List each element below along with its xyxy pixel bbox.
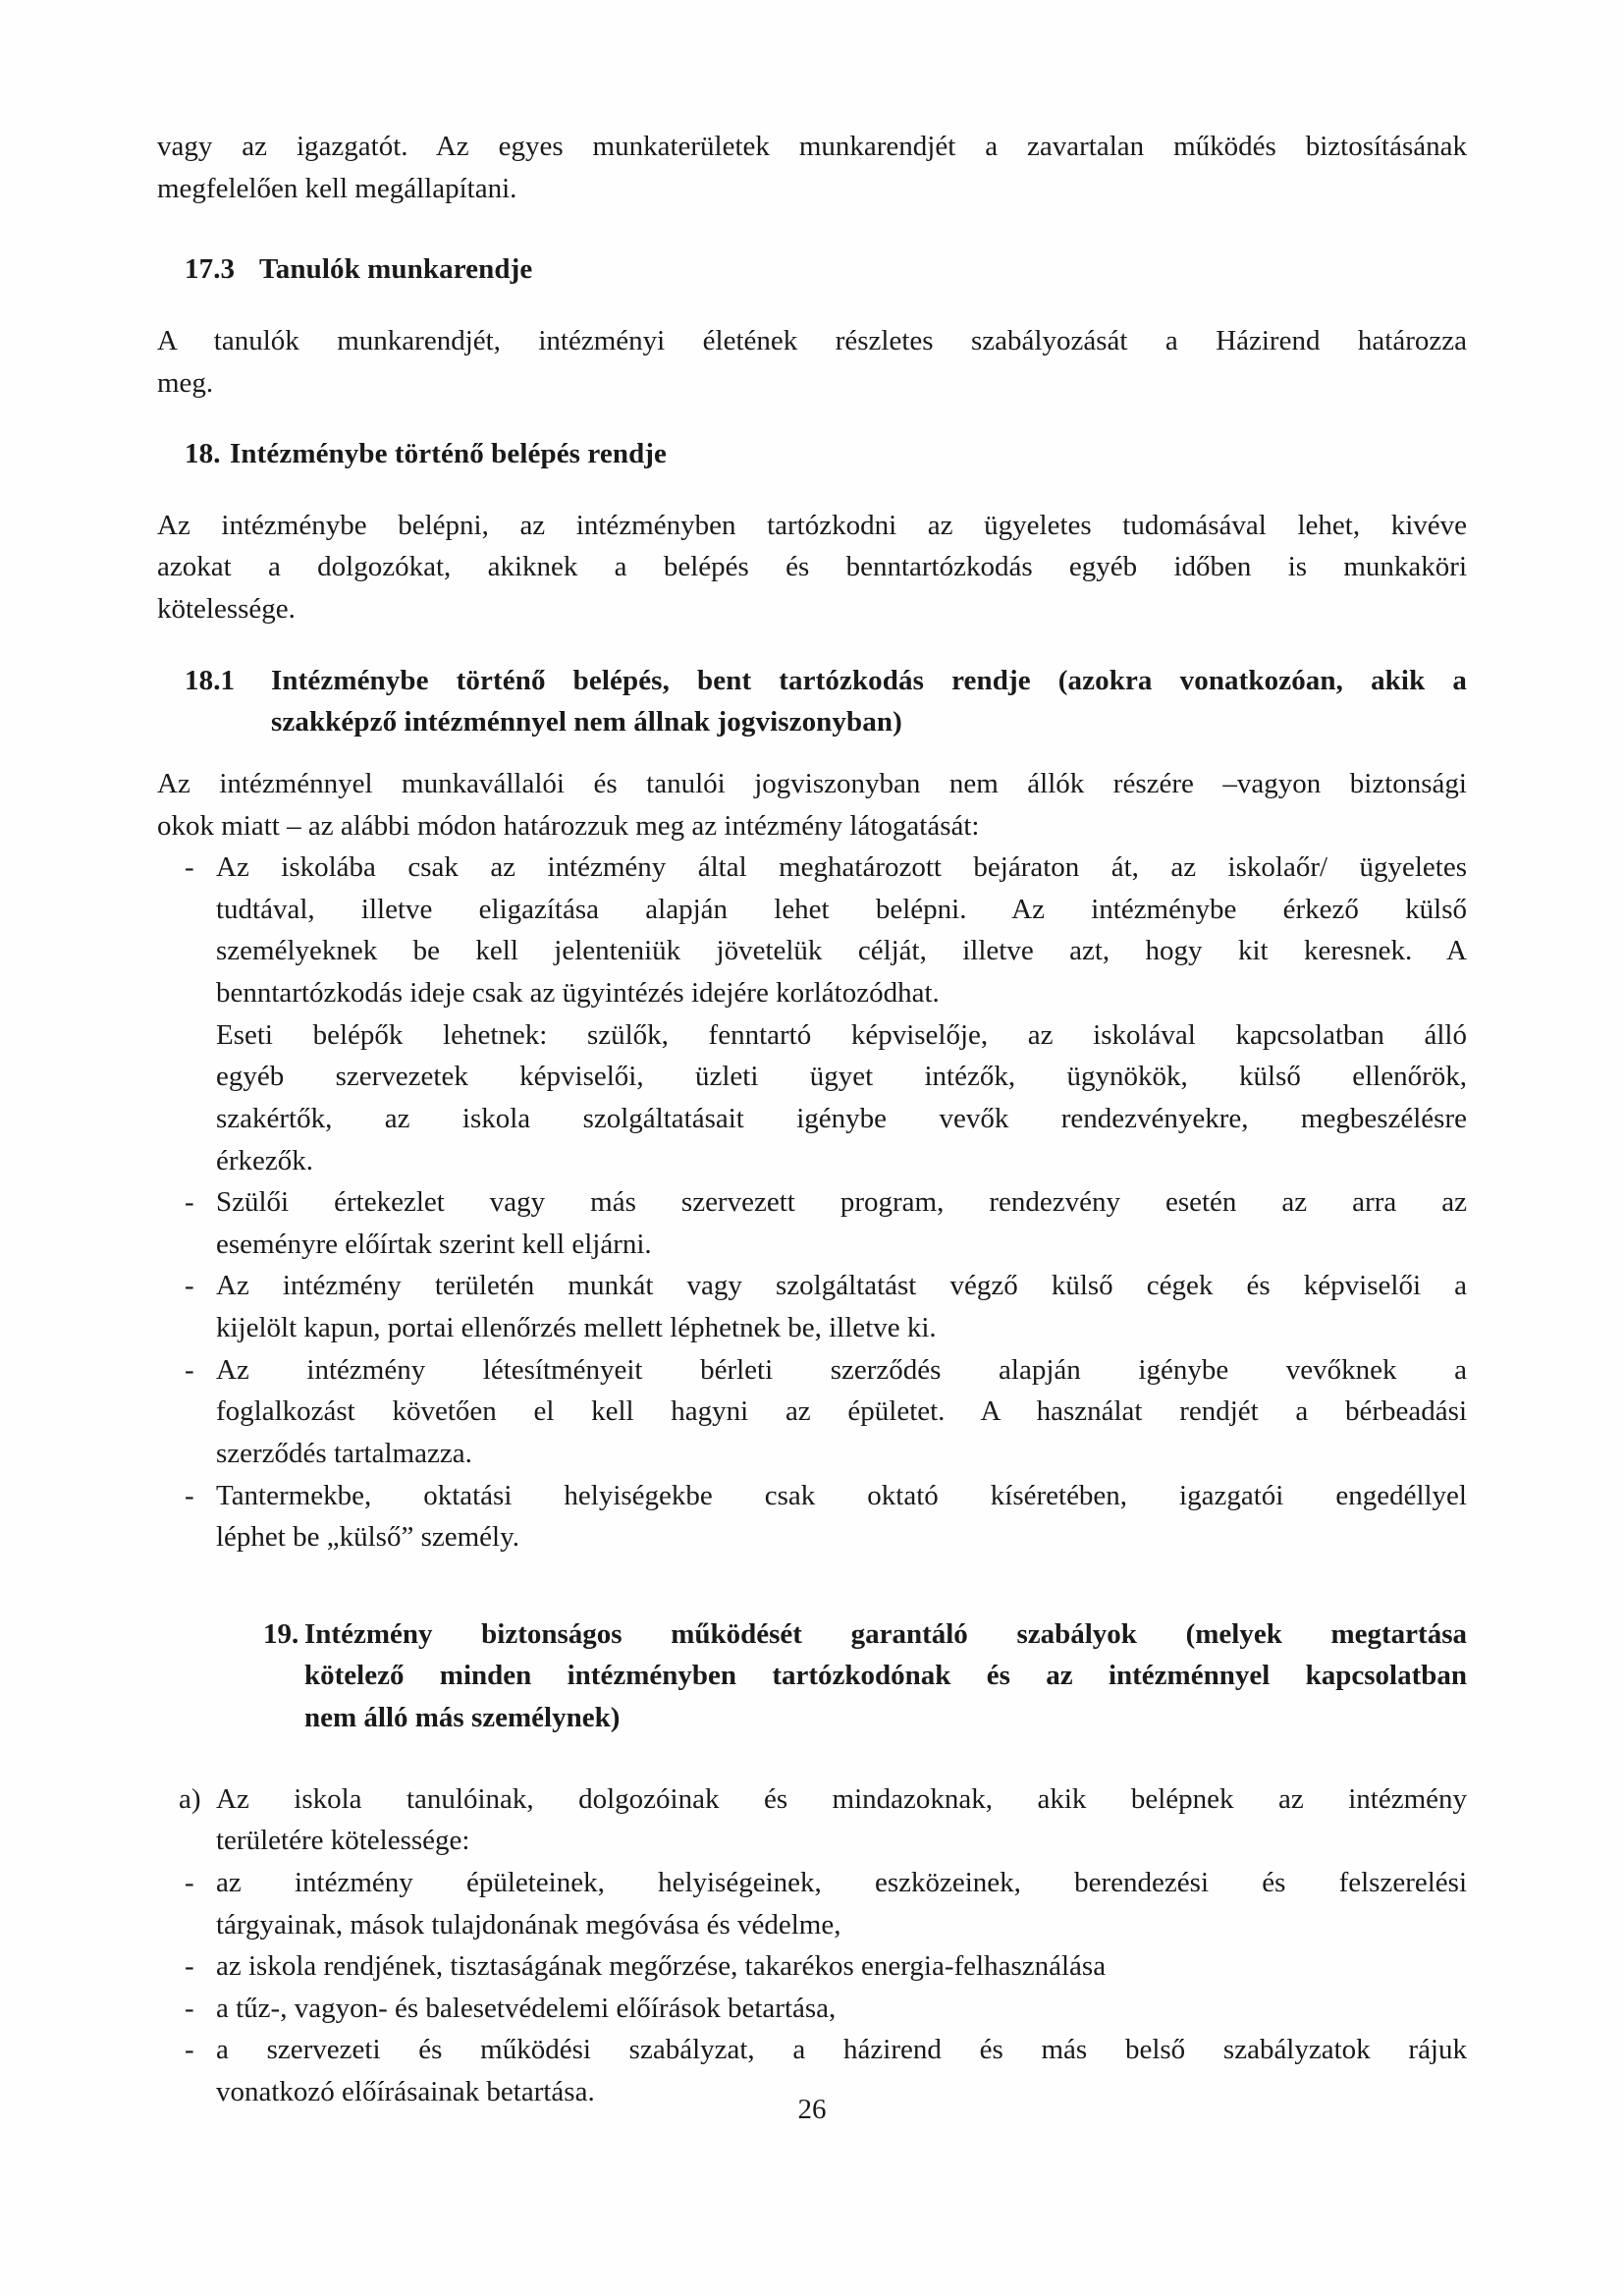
bullet-marker: - <box>185 1992 194 2024</box>
heading-18-1-number: 18.1 <box>185 664 236 696</box>
page-number: 26 <box>797 2094 827 2125</box>
list-item-line: tudtával, illetve eligazítása alapján lehet belépni. Az intézménybe érkező külső <box>216 893 1467 925</box>
list-item-line: az iskola rendjének, tisztaságának megőrzése, takarékos energia-felhasználása <box>216 1950 1107 1983</box>
spacer <box>157 630 1467 660</box>
list-item <box>157 1349 1467 1475</box>
section-18-1-intro-line-1: Az intézménnyel munkavállalói és tanulói jogviszonyban nem állók részére –vagyon biztonsági <box>157 767 1467 799</box>
section-18-1-intro-line-2: okok miatt – az alábbi módon határozzuk meg az intézmény látogatását: <box>157 809 980 842</box>
section-19-alpha-list <box>157 1778 1467 1862</box>
spacer <box>157 743 1467 763</box>
spacer <box>157 209 1467 248</box>
heading-18-1 <box>157 660 1467 743</box>
intro-paragraph-line-1: vagy az igazgatót. Az egyes munkaterületek munkarendjét a zavartalan működés biztosításának <box>157 131 1467 162</box>
heading-19-title-line-3: nem álló más személynek) <box>304 1702 621 1733</box>
list-item-line: kijelölt kapun, portai ellenőrzés mellett léphetnek be, illetve ki. <box>216 1312 937 1343</box>
list-item-text <box>216 1475 1467 1558</box>
list-item-text <box>216 847 1467 1014</box>
bullet-marker: - <box>185 1353 194 1386</box>
list-item <box>157 1988 1467 2030</box>
section-18-body-line-1: Az intézménybe belépni, az intézményben tartózkodni az ügyeletes tudomásával lehet, kivéve <box>157 509 1467 541</box>
heading-18-1-title-line-2: szakképző intézménnyel nem állnak jogviszonyban) <box>271 706 902 738</box>
alpha-marker: a) <box>179 1782 201 1815</box>
heading-18-title: Intézménybe történő belépés rendje <box>230 438 668 470</box>
list-item-sub-line: Eseti belépők lehetnek: szülők, fenntartó képviselője, az iskolával kapcsolatban álló <box>216 1018 1467 1051</box>
heading-18-1-title <box>271 660 1467 743</box>
list-item-line: benntartózkodás ideje csak az ügyintézés idejére korlátozódhat. <box>216 977 940 1009</box>
heading-17-3-number: 17.3 <box>185 253 236 286</box>
list-item-line: területére kötelessége: <box>216 1825 470 1857</box>
list-item-text <box>216 1862 1467 1945</box>
list-item <box>157 1778 1467 1862</box>
section-17-3-body-line-2: meg. <box>157 366 214 399</box>
section-18-1-bullet-list <box>157 847 1467 1558</box>
intro-paragraph-line-2: megfelelően kell megállapítani. <box>157 172 517 204</box>
list-item <box>157 1475 1467 1558</box>
heading-18-number: 18. <box>185 438 221 470</box>
bullet-marker: - <box>185 851 194 884</box>
list-item-sub-paragraph <box>157 1014 1467 1182</box>
list-item-line: Szülői értekezlet vagy más szervezett program, rendezvény esetén az arra az <box>216 1186 1467 1219</box>
section-17-3-body <box>157 320 1467 404</box>
list-item-line: vonatkozó előírásainak betartása. <box>216 2076 595 2107</box>
bullet-marker: - <box>185 1479 194 1511</box>
section-17-3-body-line-1: A tanulók munkarendjét, intézményi életének részletes szabályozását a Házirend határozza <box>157 324 1467 356</box>
section-19-bullet-list <box>157 1862 1467 2113</box>
heading-19-title <box>304 1613 1467 1739</box>
bullet-marker: - <box>185 2034 194 2066</box>
heading-19-title-line-1: Intézmény biztonságos működését garantáló szabályok (melyek megtartása <box>304 1617 1467 1650</box>
list-item-text <box>216 1988 1467 2030</box>
heading-19 <box>157 1613 1467 1739</box>
list-item-line: léphet be „külső” személy. <box>216 1521 519 1554</box>
heading-18 <box>157 433 1467 475</box>
list-item-line: a szervezeti és működési szabályzat, a házirend és más belső szabályzatok rájuk <box>216 2034 1467 2066</box>
bullet-marker: - <box>185 1186 194 1219</box>
spacer <box>157 404 1467 433</box>
section-18-body-line-2: azokat a dolgozókat, akiknek a belépés és benntartózkodás egyéb időben is munkaköri <box>157 551 1467 583</box>
list-item-line: a tűz-, vagyon- és balesetvédelemi előírások betartása, <box>216 1992 837 2024</box>
list-item-sub-line: szakértők, az iskola szolgáltatásait igénybe vevők rendezvényekre, megbeszélésre <box>216 1102 1467 1134</box>
spacer <box>157 1739 1467 1778</box>
list-item-text <box>216 1945 1467 1988</box>
list-item <box>157 1945 1467 1988</box>
spacer <box>157 291 1467 320</box>
list-item <box>157 1265 1467 1348</box>
bullet-marker: - <box>185 1866 194 1898</box>
bullet-marker: - <box>185 1950 194 1983</box>
list-item-sub-line: egyéb szervezetek képviselői, üzleti ügyet intézők, ügynökök, külső ellenőrök, <box>216 1061 1467 1093</box>
list-item-line: tárgyainak, mások tulajdonának megóvása és védelme, <box>216 1908 841 1941</box>
list-item-line: eseményre előírtak szerint kell eljárni. <box>216 1228 652 1260</box>
section-18-body <box>157 505 1467 630</box>
spacer <box>157 475 1467 505</box>
list-item-text <box>216 1349 1467 1475</box>
heading-19-number: 19. <box>263 1617 299 1650</box>
list-item-sub-line: érkezők. <box>216 1144 314 1176</box>
list-item-line: Az iskola tanulóinak, dolgozóinak és mindazoknak, akik belépnek az intézmény <box>216 1782 1467 1815</box>
list-item-line: Az intézmény területén munkát vagy szolgáltatást végző külső cégek és képviselői a <box>216 1270 1467 1302</box>
list-item-line: az intézmény épületeinek, helyiségeinek, eszközeinek, berendezési és felszerelési <box>216 1866 1467 1898</box>
list-item <box>157 1181 1467 1265</box>
spacer <box>157 1558 1467 1613</box>
list-item-line: Az iskolába csak az intézmény által meghatározott bejáraton át, az iskolaőr/ ügyeletes <box>216 851 1467 884</box>
heading-17-3 <box>157 248 1467 291</box>
list-item-line: Tantermekbe, oktatási helyiségekbe csak oktató kíséretében, igazgatói engedéllyel <box>216 1479 1467 1511</box>
bullet-marker: - <box>185 1270 194 1302</box>
list-item-text <box>216 1265 1467 1348</box>
heading-19-title-line-2: kötelező minden intézményben tartózkodónak és az intézménnyel kapcsolatban <box>304 1660 1467 1692</box>
list-item-text <box>216 1778 1467 1862</box>
list-item <box>157 1862 1467 1945</box>
heading-17-3-title: Tanulók munkarendje <box>259 253 533 286</box>
section-18-body-line-3: kötelessége. <box>157 593 296 625</box>
intro-paragraph <box>157 126 1467 209</box>
list-item-line: foglalkozást követően el kell hagyni az épületet. A használat rendjét a bérbeadási <box>216 1395 1467 1428</box>
heading-18-1-title-line-1: Intézménybe történő belépés, bent tartózkodás rendje (azokra vonatkozóan, akik a <box>271 664 1467 696</box>
list-item-line: személyeknek be kell jelenteniük jövetelük célját, illetve azt, hogy kit keresnek. A <box>216 935 1467 967</box>
list-item-text <box>216 1181 1467 1265</box>
list-item <box>157 847 1467 1014</box>
list-item-line: szerződés tartalmazza. <box>216 1437 472 1469</box>
page-content <box>157 126 1467 2113</box>
section-18-1-intro <box>157 763 1467 847</box>
list-item-line: Az intézmény létesítményeit bérleti szerződés alapján igénybe vevőknek a <box>216 1353 1467 1386</box>
